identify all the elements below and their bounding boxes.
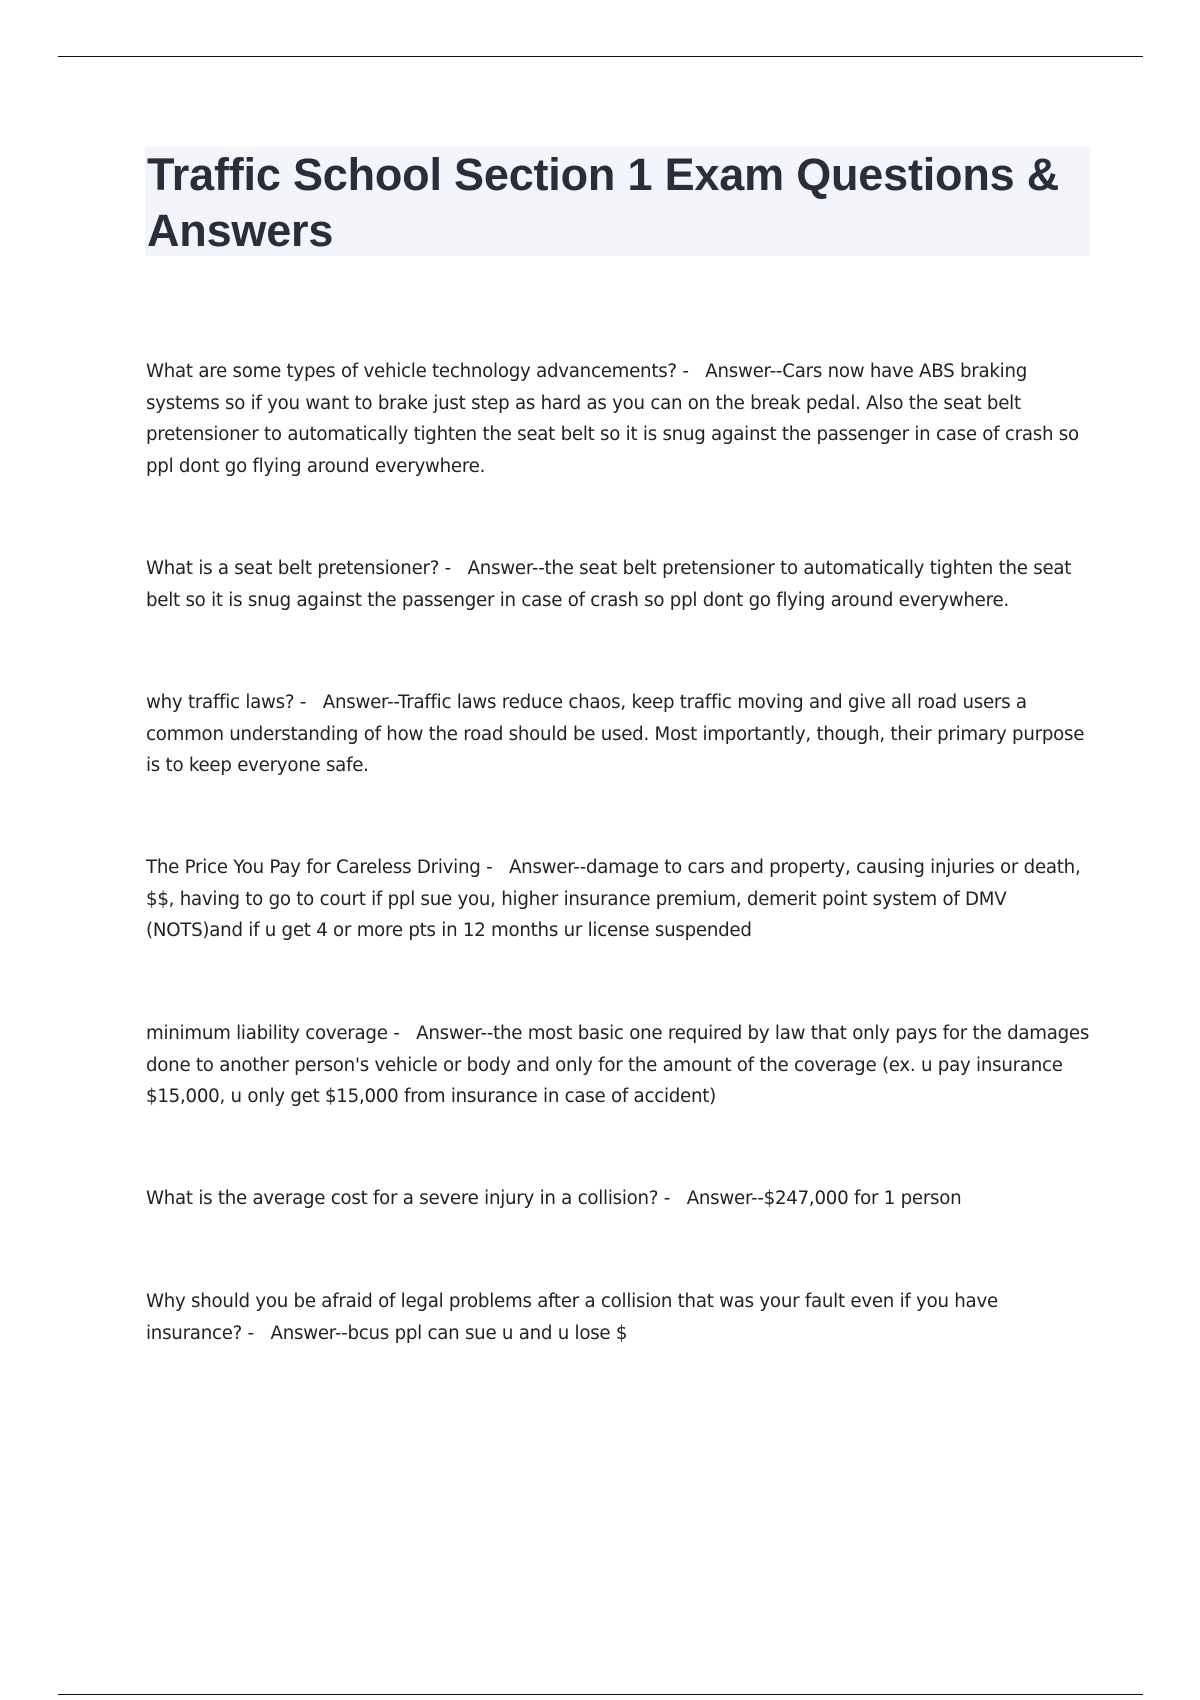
separator: - <box>387 1023 417 1044</box>
question-text: Why should you be afraid of legal problems after a collision that was your fault even if you have insurance? <box>146 1291 998 1344</box>
question-text: What are some types of vehicle technology advancements? <box>146 361 677 382</box>
qa-item <box>146 356 1091 482</box>
question-text: minimum liability coverage <box>146 1023 388 1044</box>
answer-text: the seat belt pretensioner to automatically tighten the seat belt so it is snug against the passenger in case of crash so ppl dont go flying around everywhere. <box>146 558 1072 611</box>
qa-item <box>146 553 1091 616</box>
answer-prefix: Answer-- <box>467 558 545 579</box>
answer-text: bcus ppl can sue u and u lose $ <box>347 1322 628 1344</box>
answer-text: Traffic laws reduce chaos, keep traffic moving and give all road users a common understanding of how the road should be used. Most importantly, though, their primary purpose is to keep everyone safe. <box>146 692 1085 776</box>
qa-item <box>146 1286 1091 1349</box>
separator: - <box>294 692 323 713</box>
title-banner <box>145 147 1090 256</box>
answer-prefix: Answer-- <box>322 692 399 713</box>
separator: - <box>676 361 706 382</box>
question-text: why traffic laws? <box>146 692 295 713</box>
separator: - <box>480 857 509 878</box>
document-title: Traffic School Section 1 Exam Questions & Answers <box>147 149 1060 256</box>
answer-text: Cars now have ABS braking systems so if you want to brake just step as hard as you can on the break pedal. Also the seat belt pretensioner to automatically tighten the seat belt so it is snug against the passenger in case of crash so ppl dont go flying around everywhere. <box>146 361 1079 477</box>
answer-prefix: Answer-- <box>508 857 586 878</box>
separator: - <box>658 1188 687 1209</box>
top-rule <box>58 56 1143 57</box>
answer-text: the most basic one required by law that only pays for the damages done to another person's vehicle or body and only for the amount of the coverage (ex. u pay insurance $15,000, u only get $15,000 from insurance in case of accident) <box>146 1023 1090 1107</box>
qa-item <box>146 852 1091 947</box>
question-text: What is the average cost for a severe injury in a collision? <box>146 1188 659 1209</box>
question-text: The Price You Pay for Careless Driving <box>146 857 481 878</box>
answer-text: $247,000 for 1 person <box>763 1188 962 1209</box>
answer-text: damage to cars and property, causing injuries or death, $$, having to go to court if ppl sue you, higher insurance premium, demerit point system of DMV (NOTS)and if u get 4 or more pts in 12 months ur license suspended <box>146 857 1081 941</box>
qa-item <box>146 1018 1091 1113</box>
bottom-rule <box>58 1694 1143 1695</box>
answer-prefix: Answer-- <box>705 361 783 382</box>
answer-prefix: Answer-- <box>270 1322 348 1344</box>
separator: - <box>242 1322 271 1344</box>
separator: - <box>439 558 468 579</box>
answer-prefix: Answer-- <box>686 1188 764 1209</box>
qa-item <box>146 1183 1091 1215</box>
qa-item <box>146 687 1091 782</box>
answer-prefix: Answer-- <box>416 1023 494 1044</box>
question-text: What is a seat belt pretensioner? <box>146 558 440 579</box>
